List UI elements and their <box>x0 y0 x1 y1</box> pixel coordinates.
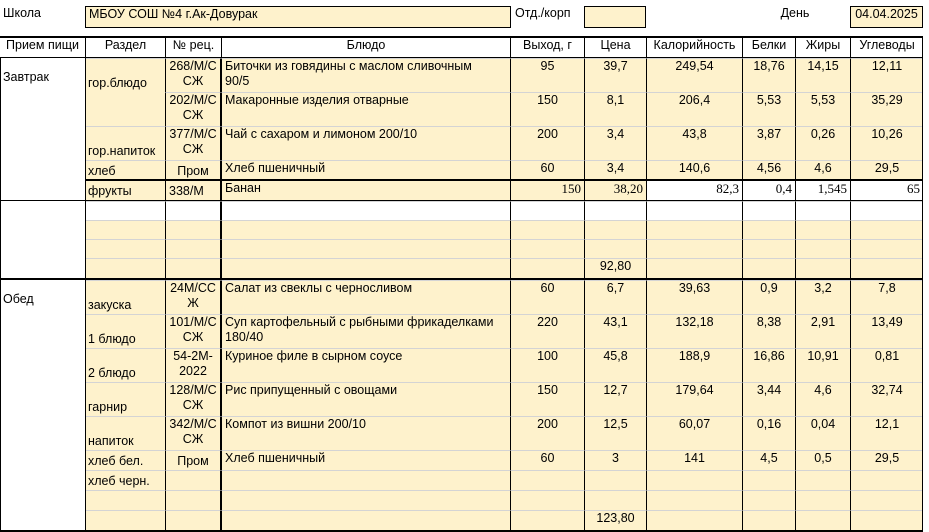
lunch-row-2-fat[interactable]: 10,91 <box>795 348 850 382</box>
lunch-row-5-weight[interactable]: 60 <box>510 450 584 470</box>
breakfast-blank-2-protein[interactable] <box>742 239 795 258</box>
breakfast-blank-1-protein[interactable] <box>742 220 795 239</box>
lunch-row-1-price[interactable]: 43,1 <box>584 314 646 348</box>
breakfast-row-2-price[interactable]: 3,4 <box>584 126 646 160</box>
breakfast-blank-0-fat[interactable] <box>795 201 850 220</box>
lunch-blank-1-protein[interactable] <box>742 510 795 530</box>
lunch-row-3-kcal[interactable]: 179,64 <box>646 382 742 416</box>
lunch-row-1-fat[interactable]: 2,91 <box>795 314 850 348</box>
breakfast-blank-3-carbs[interactable] <box>850 258 923 278</box>
breakfast-row-2-kcal[interactable]: 43,8 <box>646 126 742 160</box>
breakfast-row-2-carbs[interactable]: 10,26 <box>850 126 923 160</box>
breakfast-blank-1-recipe[interactable] <box>165 220 221 239</box>
left-border-lunch <box>0 280 1 530</box>
lunch-row-5-section[interactable]: хлеб бел. <box>85 450 165 470</box>
lunch-row-2-carbs[interactable]: 0,81 <box>850 348 923 382</box>
breakfast-row-4-protein[interactable]: 0,4 <box>742 180 795 200</box>
breakfast-blank-3-fat[interactable] <box>795 258 850 278</box>
lunch-row-3-recipe[interactable]: 128/М/С СЖ <box>165 382 221 416</box>
breakfast-blank-2-section[interactable] <box>85 239 165 258</box>
breakfast-blank-2-dish[interactable] <box>221 239 510 258</box>
lunch-row-4-recipe[interactable]: 342/М/С СЖ <box>165 416 221 450</box>
breakfast-row-4-dish[interactable]: Банан <box>221 180 510 200</box>
meal-col-border-lunch <box>85 280 86 530</box>
lunch-blank-0-dish[interactable] <box>221 490 510 510</box>
lunch-row-3-weight[interactable]: 150 <box>510 382 584 416</box>
breakfast-blank-1-carbs[interactable] <box>850 220 923 239</box>
column-header-protein[interactable]: Белки <box>742 38 795 57</box>
lunch-row-4-weight[interactable]: 200 <box>510 416 584 450</box>
lunch-row-1-recipe[interactable]: 101/М/С СЖ <box>165 314 221 348</box>
lunch-row-6-weight[interactable] <box>510 470 584 490</box>
lunch-row-4-fat[interactable]: 0,04 <box>795 416 850 450</box>
breakfast-row-2-weight[interactable]: 200 <box>510 126 584 160</box>
lunch-row-5-fat[interactable]: 0,5 <box>795 450 850 470</box>
lunch-row-1-weight[interactable]: 220 <box>510 314 584 348</box>
school-label[interactable]: Школа <box>3 6 41 20</box>
lunch-blank-0-protein[interactable] <box>742 490 795 510</box>
breakfast-row-4-recipe[interactable]: 338/М <box>165 180 221 200</box>
dept-value[interactable] <box>584 6 646 28</box>
column-header-meal[interactable]: Прием пищи <box>6 38 79 52</box>
breakfast-row-2-protein[interactable]: 3,87 <box>742 126 795 160</box>
lunch-row-4-carbs[interactable]: 12,1 <box>850 416 923 450</box>
lunch-row-2-section[interactable]: 2 блюдо <box>85 348 165 382</box>
breakfast-row-1-fat[interactable]: 5,53 <box>795 92 850 126</box>
lunch-row-5-kcal[interactable]: 141 <box>646 450 742 470</box>
lunch-row-0-section[interactable]: закуска <box>85 280 165 314</box>
breakfast-row-4-kcal[interactable]: 82,3 <box>646 180 742 200</box>
breakfast-blank-0-protein[interactable] <box>742 201 795 220</box>
lunch-row-2-kcal[interactable]: 188,9 <box>646 348 742 382</box>
lunch-blank-1-recipe[interactable] <box>165 510 221 530</box>
lunch-blank-1-carbs[interactable] <box>850 510 923 530</box>
breakfast-row-1-weight[interactable]: 150 <box>510 92 584 126</box>
breakfast-blank-3-kcal[interactable] <box>646 258 742 278</box>
lunch-blank-1-dish[interactable] <box>221 510 510 530</box>
lunch-row-6-section[interactable]: хлеб черн. <box>85 470 165 490</box>
lunch-row-3-dish[interactable]: Рис припущенный с овощами <box>221 382 510 416</box>
lunch-row-5-carbs[interactable]: 29,5 <box>850 450 923 470</box>
lunch-blank-0-section[interactable] <box>85 490 165 510</box>
breakfast-blank-1-weight[interactable] <box>510 220 584 239</box>
breakfast-row-0-section[interactable]: гор.блюдо <box>85 58 165 92</box>
breakfast-blank-2-kcal[interactable] <box>646 239 742 258</box>
breakfast-blank-2-carbs[interactable] <box>850 239 923 258</box>
breakfast-blank-3-recipe[interactable] <box>165 258 221 278</box>
lunch-row-6-recipe[interactable] <box>165 470 221 490</box>
column-header-section[interactable]: Раздел <box>85 38 165 57</box>
lunch-row-3-carbs[interactable]: 32,74 <box>850 382 923 416</box>
breakfast-blank-2-weight[interactable] <box>510 239 584 258</box>
lunch-row-4-section[interactable]: напиток <box>85 416 165 450</box>
breakfast-row-2-dish[interactable]: Чай с сахаром и лимоном 200/10 <box>221 126 510 160</box>
lunch-row-0-fat[interactable]: 3,2 <box>795 280 850 314</box>
lunch-row-2-weight[interactable]: 100 <box>510 348 584 382</box>
lunch-row-1-protein[interactable]: 8,38 <box>742 314 795 348</box>
lunch-blank-0-fat[interactable] <box>795 490 850 510</box>
breakfast-row-1-dish[interactable]: Макаронные изделия отварные <box>221 92 510 126</box>
lunch-row-6-dish[interactable] <box>221 470 510 490</box>
breakfast-row-0-kcal[interactable]: 249,54 <box>646 58 742 92</box>
breakfast-row-4-price[interactable]: 38,20 <box>584 180 646 200</box>
breakfast-row-3-carbs[interactable]: 29,5 <box>850 160 923 180</box>
lunch-blank-0-kcal[interactable] <box>646 490 742 510</box>
lunch-row-0-dish[interactable]: Салат из свеклы с черносливом <box>221 280 510 314</box>
lunch-row-6-protein[interactable] <box>742 470 795 490</box>
breakfast-row-0-weight[interactable]: 95 <box>510 58 584 92</box>
lunch-blank-1-section[interactable] <box>85 510 165 530</box>
breakfast-row-0-price[interactable]: 39,7 <box>584 58 646 92</box>
breakfast-blank-0-weight[interactable] <box>510 201 584 220</box>
fruit-row-border <box>85 179 923 181</box>
lunch-meal-label[interactable]: Обед <box>3 292 34 306</box>
breakfast-row-0-recipe[interactable]: 268/М/С СЖ <box>165 58 221 92</box>
breakfast-blank-0-carbs[interactable] <box>850 201 923 220</box>
breakfast-blank-2-fat[interactable] <box>795 239 850 258</box>
breakfast-row-3-section[interactable]: хлеб <box>85 160 165 180</box>
breakfast-row-1-protein[interactable]: 5,53 <box>742 92 795 126</box>
breakfast-blank-3-section[interactable] <box>85 258 165 278</box>
breakfast-blank-0-dish[interactable] <box>221 201 510 220</box>
breakfast-blank-0-kcal[interactable] <box>646 201 742 220</box>
breakfast-blank-1-section[interactable] <box>85 220 165 239</box>
breakfast-row-1-section[interactable] <box>85 92 165 126</box>
column-header-price[interactable]: Цена <box>584 38 646 57</box>
lunch-row-4-kcal[interactable]: 60,07 <box>646 416 742 450</box>
lunch-row-2-price[interactable]: 45,8 <box>584 348 646 382</box>
lunch-blank-1-price[interactable]: 123,80 <box>584 510 646 530</box>
column-header-fat[interactable]: Жиры <box>795 38 850 57</box>
breakfast-row-2-section[interactable]: гор.напиток <box>85 126 165 160</box>
dept-label[interactable]: Отд./корп <box>515 6 571 20</box>
breakfast-row-3-fat[interactable]: 4,6 <box>795 160 850 180</box>
lunch-row-1-carbs[interactable]: 13,49 <box>850 314 923 348</box>
column-header-kcal[interactable]: Калорийность <box>646 38 742 57</box>
lunch-blank-0-recipe[interactable] <box>165 490 221 510</box>
column-header-recipe[interactable]: № рец. <box>165 38 221 57</box>
lunch-row-6-carbs[interactable] <box>850 470 923 490</box>
breakfast-row-0-dish[interactable]: Биточки из говядины с маслом сливочным 90/5 <box>221 58 510 92</box>
breakfast-blank-3-weight[interactable] <box>510 258 584 278</box>
lunch-blank-1-fat[interactable] <box>795 510 850 530</box>
lunch-row-2-dish[interactable]: Куриное филе в сырном соусе <box>221 348 510 382</box>
breakfast-blank-2-price[interactable] <box>584 239 646 258</box>
lunch-row-2-protein[interactable]: 16,86 <box>742 348 795 382</box>
day-label[interactable]: День <box>780 6 810 20</box>
lunch-row-5-recipe[interactable]: Пром <box>165 450 221 470</box>
lunch-row-2-recipe[interactable]: 54-2М- 2022 <box>165 348 221 382</box>
breakfast-blank-3-dish[interactable] <box>221 258 510 278</box>
breakfast-blank-1-price[interactable] <box>584 220 646 239</box>
lunch-row-5-protein[interactable]: 4,5 <box>742 450 795 470</box>
lunch-row-6-kcal[interactable] <box>646 470 742 490</box>
breakfast-blank-2-recipe[interactable] <box>165 239 221 258</box>
lunch-row-4-price[interactable]: 12,5 <box>584 416 646 450</box>
school-value[interactable]: МБОУ СОШ №4 г.Ак-Довурак <box>85 6 511 28</box>
lunch-row-3-fat[interactable]: 4,6 <box>795 382 850 416</box>
breakfast-row-0-fat[interactable]: 14,15 <box>795 58 850 92</box>
column-header-weight[interactable]: Выход, г <box>510 38 584 57</box>
lunch-row-1-kcal[interactable]: 132,18 <box>646 314 742 348</box>
breakfast-blank-3-protein[interactable] <box>742 258 795 278</box>
breakfast-meal-label[interactable]: Завтрак <box>3 70 49 84</box>
lunch-row-1-section[interactable]: 1 блюдо <box>85 314 165 348</box>
lunch-row-0-protein[interactable]: 0,9 <box>742 280 795 314</box>
lunch-row-1-dish[interactable]: Суп картофельный с рыбными фрикаделками 180/40 <box>221 314 510 348</box>
lunch-row-0-recipe[interactable]: 24М/СС Ж <box>165 280 221 314</box>
lunch-row-3-price[interactable]: 12,7 <box>584 382 646 416</box>
lunch-row-0-weight[interactable]: 60 <box>510 280 584 314</box>
lunch-blank-1-kcal[interactable] <box>646 510 742 530</box>
lunch-row-4-protein[interactable]: 0,16 <box>742 416 795 450</box>
lunch-blank-1-weight[interactable] <box>510 510 584 530</box>
column-header-carbs[interactable]: Углеводы <box>850 38 923 57</box>
lunch-row-5-dish[interactable]: Хлеб пшеничный <box>221 450 510 470</box>
lunch-row-5-price[interactable]: 3 <box>584 450 646 470</box>
column-header-dish[interactable]: Блюдо <box>221 38 510 57</box>
lunch-blank-0-carbs[interactable] <box>850 490 923 510</box>
breakfast-row-0-protein[interactable]: 18,76 <box>742 58 795 92</box>
breakfast-row-2-recipe[interactable]: 377/М/С СЖ <box>165 126 221 160</box>
breakfast-row-4-fat[interactable]: 1,545 <box>795 180 850 200</box>
breakfast-row-3-price[interactable]: 3,4 <box>584 160 646 180</box>
meal-col-border <box>85 58 86 278</box>
breakfast-row-3-kcal[interactable]: 140,6 <box>646 160 742 180</box>
breakfast-row-3-protein[interactable]: 4,56 <box>742 160 795 180</box>
breakfast-blank-1-kcal[interactable] <box>646 220 742 239</box>
lunch-row-6-fat[interactable] <box>795 470 850 490</box>
day-value[interactable]: 04.04.2025 <box>850 6 923 28</box>
breakfast-row-3-recipe[interactable]: Пром <box>165 160 221 180</box>
breakfast-row-2-fat[interactable]: 0,26 <box>795 126 850 160</box>
breakfast-row-1-kcal[interactable]: 206,4 <box>646 92 742 126</box>
breakfast-row-1-price[interactable]: 8,1 <box>584 92 646 126</box>
lunch-row-3-section[interactable]: гарнир <box>85 382 165 416</box>
breakfast-blank-0-recipe[interactable] <box>165 201 221 220</box>
lunch-blank-0-weight[interactable] <box>510 490 584 510</box>
breakfast-row-1-recipe[interactable]: 202/М/С СЖ <box>165 92 221 126</box>
lunch-row-6-price[interactable] <box>584 470 646 490</box>
breakfast-row-1-carbs[interactable]: 35,29 <box>850 92 923 126</box>
breakfast-blank-0-price[interactable] <box>584 201 646 220</box>
lunch-row-3-protein[interactable]: 3,44 <box>742 382 795 416</box>
breakfast-row-3-weight[interactable]: 60 <box>510 160 584 180</box>
lunch-row-0-carbs[interactable]: 7,8 <box>850 280 923 314</box>
breakfast-row-0-carbs[interactable]: 12,11 <box>850 58 923 92</box>
left-border <box>0 58 1 278</box>
breakfast-row-4-weight[interactable]: 150 <box>510 180 584 200</box>
breakfast-row-4-carbs[interactable]: 65 <box>850 180 923 200</box>
breakfast-row-4-section[interactable]: фрукты <box>85 180 165 200</box>
breakfast-blank-1-dish[interactable] <box>221 220 510 239</box>
lunch-row-0-kcal[interactable]: 39,63 <box>646 280 742 314</box>
lunch-row-0-price[interactable]: 6,7 <box>584 280 646 314</box>
lunch-blank-0-price[interactable] <box>584 490 646 510</box>
breakfast-blank-3-price[interactable]: 92,80 <box>584 258 646 278</box>
breakfast-row-3-dish[interactable]: Хлеб пшеничный <box>221 160 510 180</box>
lunch-row-4-dish[interactable]: Компот из вишни 200/10 <box>221 416 510 450</box>
breakfast-blank-1-fat[interactable] <box>795 220 850 239</box>
breakfast-blank-0-section[interactable] <box>85 201 165 220</box>
right-border <box>922 36 923 532</box>
